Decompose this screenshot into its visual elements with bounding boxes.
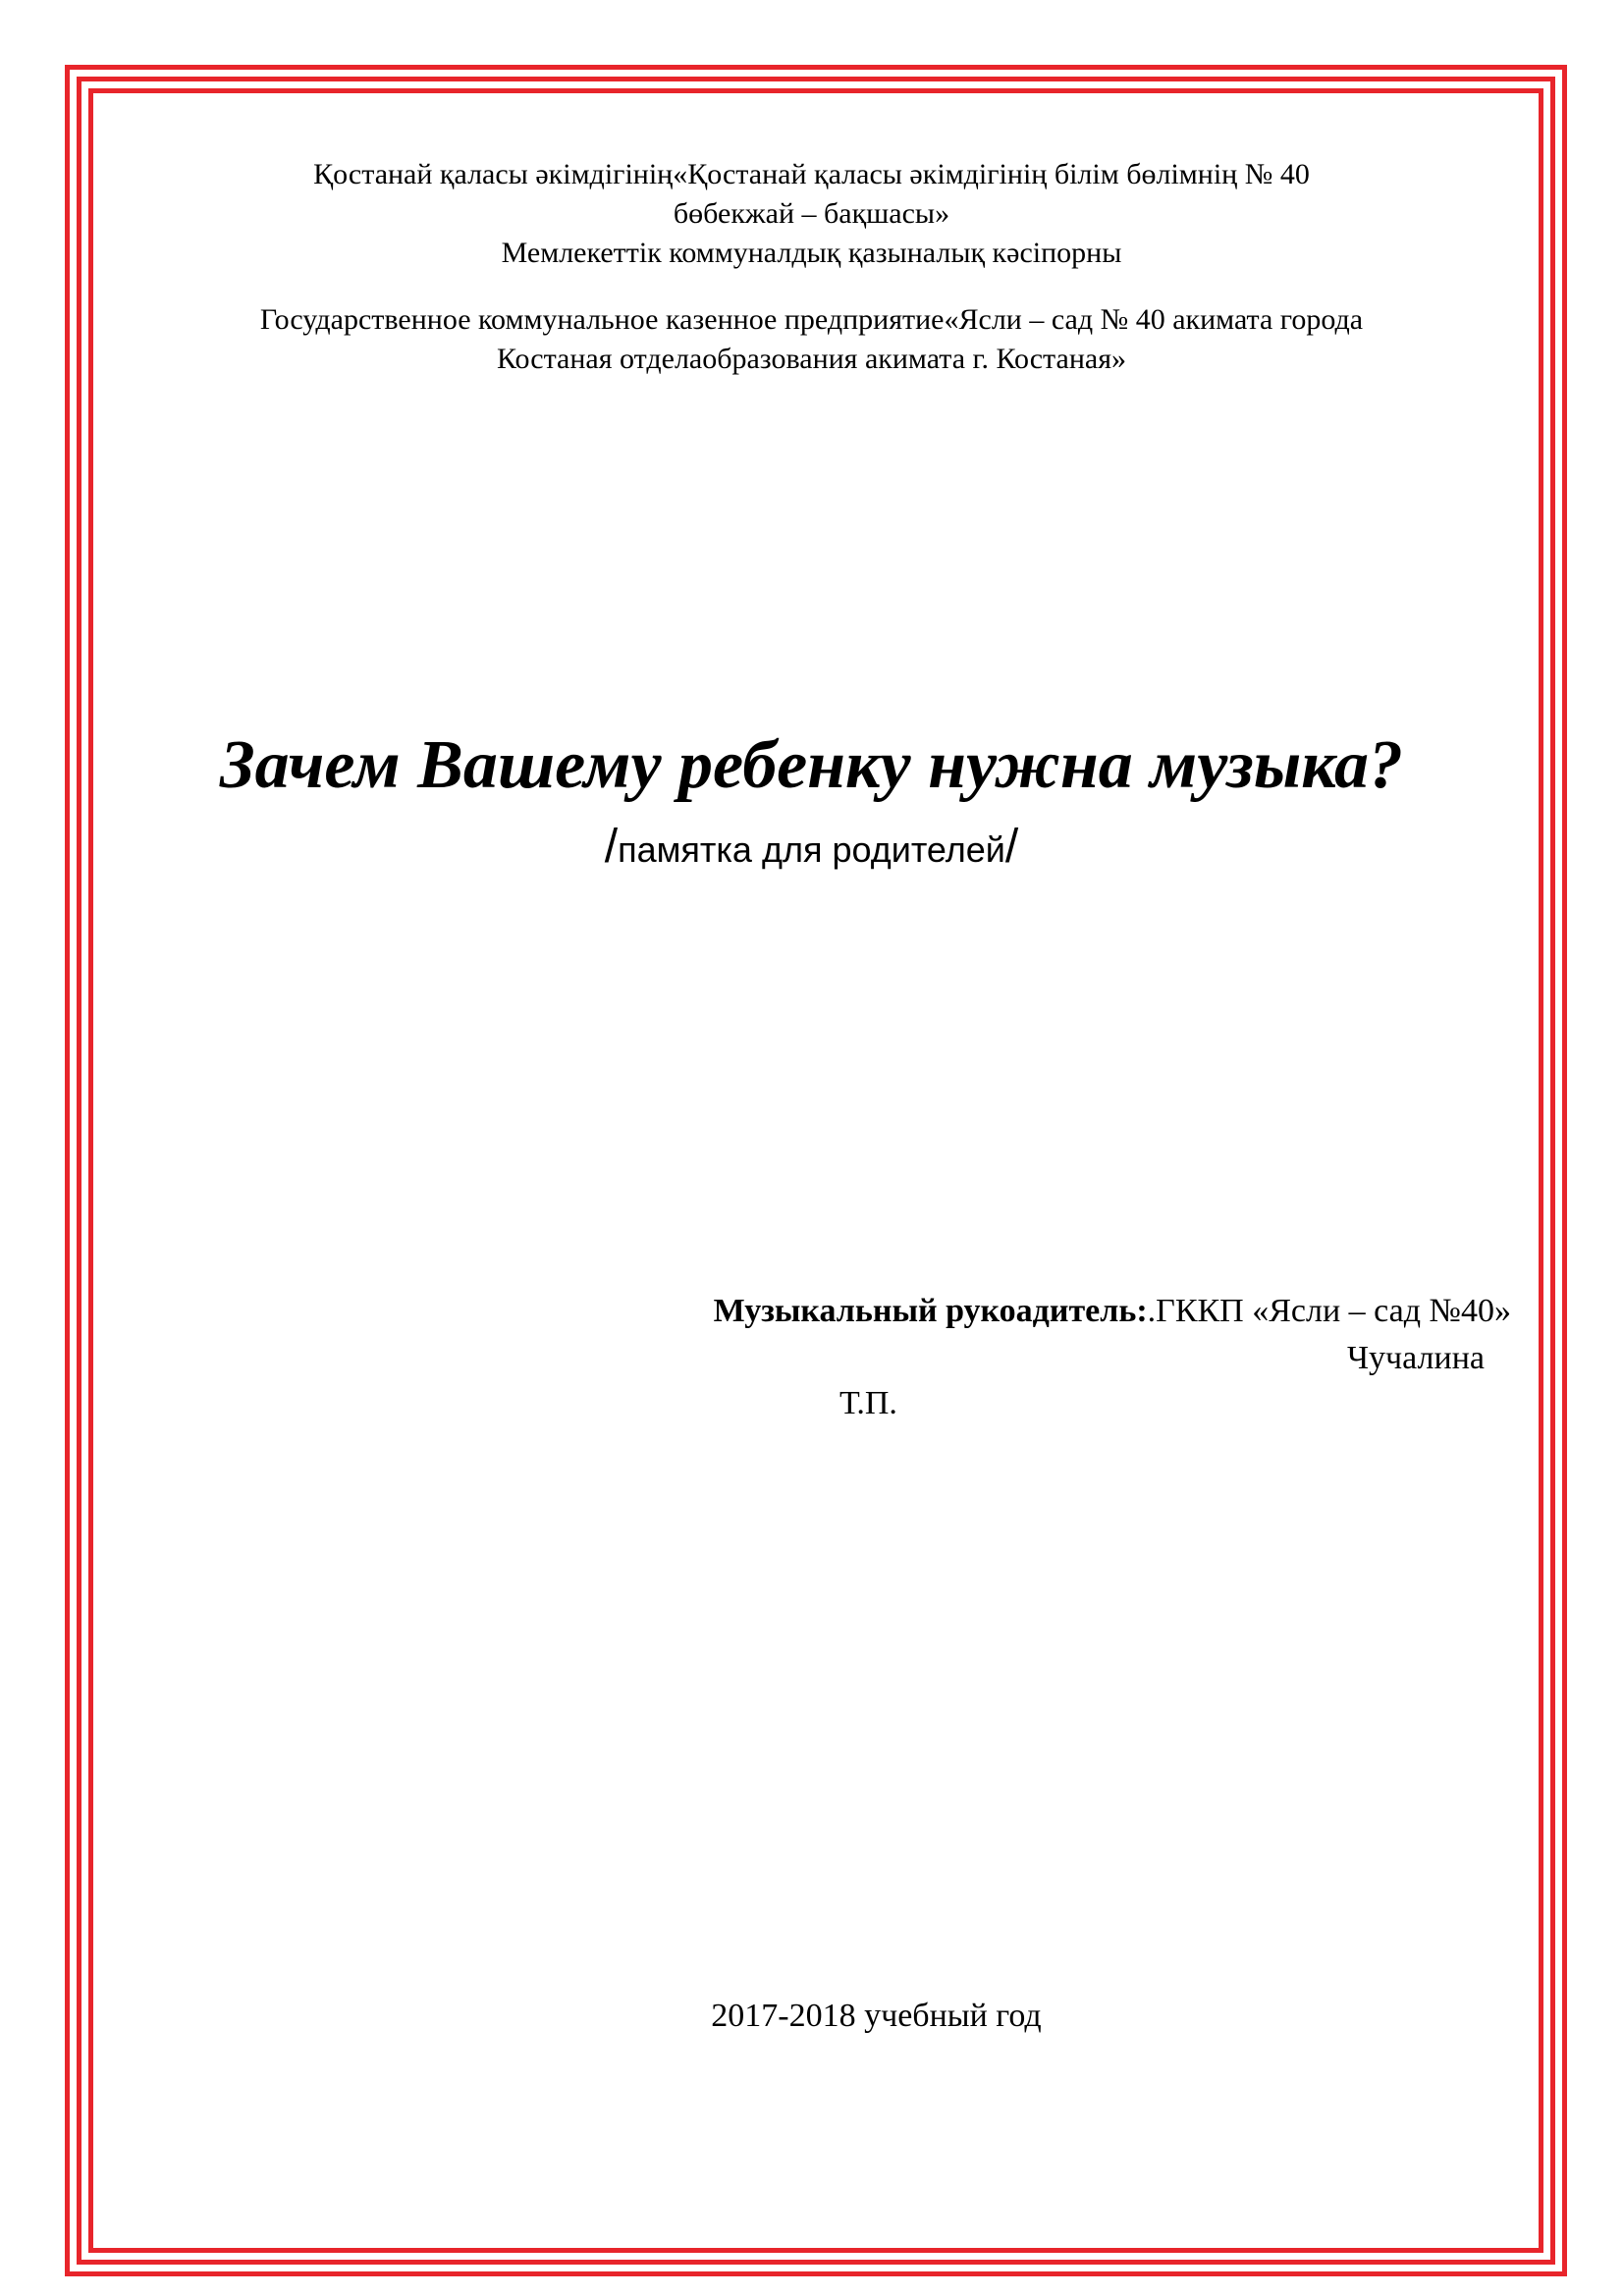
header-kazakh-line-2: бөбекжай – бақшасы» <box>673 197 950 230</box>
academic-year: 2017-2018 учебный год <box>711 1998 1042 2034</box>
subtitle-slash-open: / <box>604 821 619 873</box>
subtitle-text: памятка для родителей <box>618 829 1005 870</box>
header-russian <box>196 300 1427 379</box>
subtitle-slash-close: / <box>1004 821 1019 873</box>
header-russian-line-2: Костаная отделаобразования акимата г. Костаная» <box>497 343 1126 375</box>
leader-surname: Чучалина <box>1346 1340 1485 1376</box>
header-kazakh <box>196 155 1427 273</box>
leader-role-label: Музыкальный рукоадитель: <box>713 1293 1148 1329</box>
header-kazakh-line-1: Қостанай қаласы әкімдігінің«Қостанай қаласы әкімдігінің білім бөлімнің № 40 <box>313 158 1310 190</box>
leader-initials: Т.П. <box>839 1385 897 1421</box>
leader-role-line <box>714 1288 1511 1335</box>
page-border-inner <box>88 88 1543 2253</box>
document-title: Зачем Вашему ребенку нужна музыка? <box>219 727 1404 803</box>
document-subtitle <box>98 823 1525 875</box>
leader-organization: .ГККП «Ясли – сад №40» <box>1147 1293 1511 1329</box>
header-kazakh-line-3: Мемлекеттік коммуналдық қазыналық кәсіпорны <box>501 237 1122 269</box>
header-russian-line-1: Государственное коммунальное казенное предприятие«Ясли – сад № 40 акимата города <box>259 303 1364 336</box>
